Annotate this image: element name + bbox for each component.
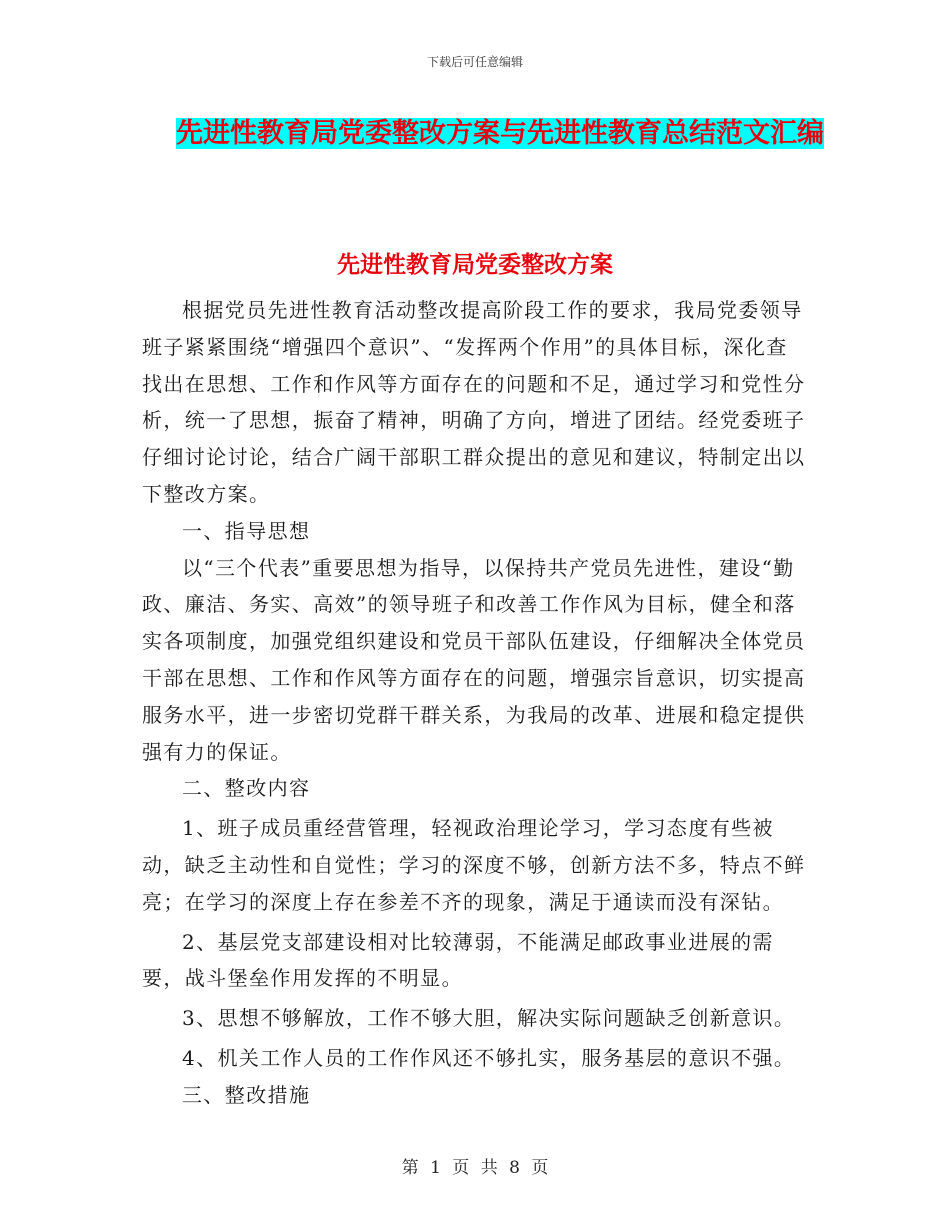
document-title [140, 108, 860, 160]
page-footer: 第 1 页 共 8 页 [401, 1158, 549, 1178]
heading-rectification-measures: 三、整改措施 [182, 1082, 311, 1107]
list-item-4: 4、机关工作人员的工作作风还不够扎实，服务基层的意识不强。 [182, 1045, 796, 1070]
paragraph-intro: 根据党员先进性教育活动整改提高阶段工作的要求，我局党委领导班子紧紧围绕“增强四个意识”、“发挥两个作用”的具体目标，深化查找出在思想、工作和作风等方面存在的问题和不足，通过学习和党性分析，统一了思想，振奋了精神，明确了方向，增进了团结。经党委班子仔细讨论讨论，结合广阔干部职工群众提出的意见和建议，特制定出以下整改方案。 [142, 298, 806, 506]
heading-rectification-content: 二、整改内容 [182, 776, 311, 801]
section-title: 先进性教育局党委整改方案 [337, 252, 613, 278]
document-body [142, 292, 806, 1114]
list-item-2: 2、基层党支部建设相对比较薄弱，不能满足邮政事业进展的需要，战斗堡垒作用发挥的不明显。 [142, 929, 774, 991]
list-item-3: 3、思想不够解放，工作不够大胆，解决实际问题缺乏创新意识。 [182, 1006, 796, 1031]
paragraph-guiding-thought: 以“三个代表”重要思想为指导，以保持共产党员先进性，建设“勤政、廉洁、务实、高效”的领导班子和改善工作作风为目标，健全和落实各项制度，加强党组织建设和党员干部队伍建设，仔细解决全体党员干部在思想、工作和作风等方面存在的问题，增强宗旨意识，切实提高服务水平，进一步密切党群干群关系，为我局的改革、进展和稳定提供强有力的保证。 [142, 555, 806, 764]
document-title-text: 先进性教育局党委整改方案与先进性教育总结范文汇编 [176, 118, 824, 149]
header-note: 下载后可任意编辑 [426, 55, 523, 69]
heading-guiding-thought: 一、指导思想 [182, 518, 311, 543]
list-item-1: 1、班子成员重经营管理，轻视政治理论学习，学习态度有些被动，缺乏主动性和自觉性；学习的深度不够，创新方法不多，特点不鲜亮；在学习的深度上存在参差不齐的现象，满足于通读而没有深钻。 [142, 816, 806, 914]
